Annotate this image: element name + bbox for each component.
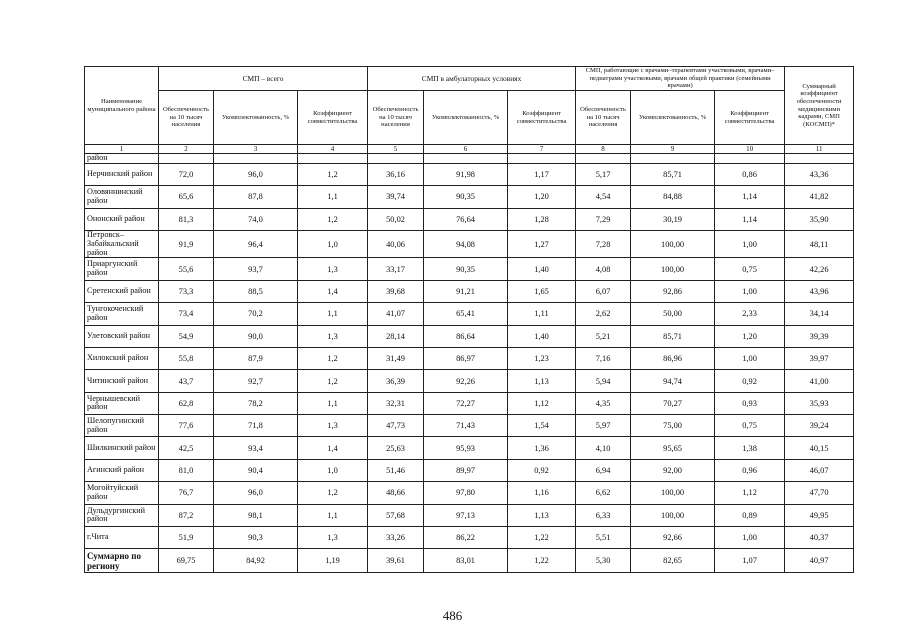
cell-value: 90,35 xyxy=(424,258,508,280)
cell-value: 100,00 xyxy=(631,504,715,526)
cell-value: 39,74 xyxy=(368,186,424,208)
district-name: Улетовский район xyxy=(85,325,159,347)
cell-value: 33,26 xyxy=(368,527,424,549)
cell-value: 1,3 xyxy=(298,258,368,280)
cell-value: 1,4 xyxy=(298,280,368,302)
district-name: Шелопугинский район xyxy=(85,415,159,437)
cell-value: 1,0 xyxy=(298,459,368,481)
cell-value: 57,68 xyxy=(368,504,424,526)
cell-value: 5,21 xyxy=(576,325,631,347)
table-row xyxy=(85,437,854,459)
cell-value: 81,3 xyxy=(159,208,214,230)
cell-value: 86,64 xyxy=(424,325,508,347)
cell-value: 1,1 xyxy=(298,392,368,414)
cell-value: 40,15 xyxy=(785,437,854,459)
table-row xyxy=(85,527,854,549)
cell-value: 43,7 xyxy=(159,370,214,392)
table-row xyxy=(85,208,854,230)
cell-value: 2,62 xyxy=(576,303,631,325)
subheader-provision: Обеспеченность на 10 тысяч населения xyxy=(576,91,631,145)
cell-value: 91,21 xyxy=(424,280,508,302)
cell-value: 41,00 xyxy=(785,370,854,392)
cell-value: 0,92 xyxy=(508,459,576,481)
cell-value: 5,94 xyxy=(576,370,631,392)
cell-value: 0,89 xyxy=(715,504,785,526)
subheader-staffing: Укомплектованность, % xyxy=(214,91,298,145)
cell-value: 7,16 xyxy=(576,347,631,369)
cell-value: 48,66 xyxy=(368,482,424,504)
cell-value: 1,12 xyxy=(715,482,785,504)
column-number: 6 xyxy=(424,145,508,154)
cell-value: 5,51 xyxy=(576,527,631,549)
cell-value: 0,75 xyxy=(715,415,785,437)
cell-value: 35,93 xyxy=(785,392,854,414)
cell-value: 92,86 xyxy=(631,280,715,302)
cell-value: 39,97 xyxy=(785,347,854,369)
cell-value: 1,40 xyxy=(508,258,576,280)
cell-value: 1,13 xyxy=(508,504,576,526)
cell-value: 39,39 xyxy=(785,325,854,347)
subheader-staffing: Укомплектованность, % xyxy=(424,91,508,145)
table-row xyxy=(85,347,854,369)
cell-value: 30,19 xyxy=(631,208,715,230)
cell-value: 40,37 xyxy=(785,527,854,549)
cell-value: 50,00 xyxy=(631,303,715,325)
cell-value: 1,13 xyxy=(508,370,576,392)
cell-value: 43,36 xyxy=(785,163,854,185)
cell-value: 7,28 xyxy=(576,230,631,257)
cell-value: 1,14 xyxy=(715,208,785,230)
table-row xyxy=(85,325,854,347)
cell-value: 39,61 xyxy=(368,549,424,573)
cell-value: 86,22 xyxy=(424,527,508,549)
cell-value: 51,46 xyxy=(368,459,424,481)
cell-value: 54,9 xyxy=(159,325,214,347)
district-name: Дульдургинский район xyxy=(85,504,159,526)
column-number: 1 xyxy=(85,145,159,154)
cell-value: 4,35 xyxy=(576,392,631,414)
column-number: 4 xyxy=(298,145,368,154)
cell-value: 1,00 xyxy=(715,280,785,302)
cell-value: 1,22 xyxy=(508,549,576,573)
cell-value: 1,16 xyxy=(508,482,576,504)
subheader-staffing: Укомплектованность, % xyxy=(631,91,715,145)
column-number: 5 xyxy=(368,145,424,154)
cell-value: 90,4 xyxy=(214,459,298,481)
cell-value: 25,63 xyxy=(368,437,424,459)
cell-value: 1,28 xyxy=(508,208,576,230)
cell-value: 1,4 xyxy=(298,437,368,459)
cell-value: 98,1 xyxy=(214,504,298,526)
cell-value: 1,11 xyxy=(508,303,576,325)
cell-value: 92,7 xyxy=(214,370,298,392)
cell-value: 69,75 xyxy=(159,549,214,573)
cell-value: 39,68 xyxy=(368,280,424,302)
cell-value: 87,8 xyxy=(214,186,298,208)
cell-value: 1,36 xyxy=(508,437,576,459)
cell-value: 91,9 xyxy=(159,230,214,257)
cell-value: 1,2 xyxy=(298,163,368,185)
cell-value: 84,92 xyxy=(214,549,298,573)
subheader-combination: Коэффициент совместительства xyxy=(298,91,368,145)
cell-value: 78,2 xyxy=(214,392,298,414)
cell-value: 1,40 xyxy=(508,325,576,347)
cell-value: 95,65 xyxy=(631,437,715,459)
cell-value: 39,24 xyxy=(785,415,854,437)
cell-value: 95,93 xyxy=(424,437,508,459)
cell-value: 34,14 xyxy=(785,303,854,325)
cell-value: 72,0 xyxy=(159,163,214,185)
cell-value: 1,1 xyxy=(298,186,368,208)
column-number: 10 xyxy=(715,145,785,154)
regional-staffing-table xyxy=(84,66,854,573)
cell-value: 36,16 xyxy=(368,163,424,185)
continuation-row xyxy=(85,154,854,164)
cell-value: 62,8 xyxy=(159,392,214,414)
table-row xyxy=(85,370,854,392)
cell-value: 76,7 xyxy=(159,482,214,504)
cell-value: 1,0 xyxy=(298,230,368,257)
column-number: 9 xyxy=(631,145,715,154)
district-name: Читинский район xyxy=(85,370,159,392)
column-number: 8 xyxy=(576,145,631,154)
cell-value: 55,8 xyxy=(159,347,214,369)
cell-value: 1,17 xyxy=(508,163,576,185)
cell-value: 71,8 xyxy=(214,415,298,437)
table-row xyxy=(85,258,854,280)
subheader-provision: Обеспеченность на 10 тысяч населения xyxy=(159,91,214,145)
district-name: Шилкинский район xyxy=(85,437,159,459)
column-number: 7 xyxy=(508,145,576,154)
cell-value: 40,97 xyxy=(785,549,854,573)
cell-value: 1,2 xyxy=(298,347,368,369)
cell-value: 90,35 xyxy=(424,186,508,208)
total-label: Суммарно по региону xyxy=(85,549,159,573)
cell-value: 1,3 xyxy=(298,527,368,549)
cell-value: 87,2 xyxy=(159,504,214,526)
cell-value: 42,26 xyxy=(785,258,854,280)
cell-value: 94,08 xyxy=(424,230,508,257)
cell-value: 55,6 xyxy=(159,258,214,280)
cell-value: 46,07 xyxy=(785,459,854,481)
cell-value: 82,65 xyxy=(631,549,715,573)
cell-value: 6,33 xyxy=(576,504,631,526)
cell-value: 87,9 xyxy=(214,347,298,369)
cell-value: 92,66 xyxy=(631,527,715,549)
cell-value: 5,30 xyxy=(576,549,631,573)
header-district: Наименование муниципального района xyxy=(85,67,159,145)
cell-value: 4,08 xyxy=(576,258,631,280)
cell-value: 83,01 xyxy=(424,549,508,573)
cell-value: 97,80 xyxy=(424,482,508,504)
cell-value: 84,88 xyxy=(631,186,715,208)
cell-value: 1,54 xyxy=(508,415,576,437)
page-number: 486 xyxy=(442,608,463,623)
cell-value: 36,39 xyxy=(368,370,424,392)
column-number: 11 xyxy=(785,145,854,154)
cell-value: 85,71 xyxy=(631,163,715,185)
table-row xyxy=(85,415,854,437)
total-row xyxy=(85,549,854,573)
cell-value: 1,1 xyxy=(298,303,368,325)
cell-value: 71,43 xyxy=(424,415,508,437)
district-name: г.Чита xyxy=(85,527,159,549)
district-name: Хилокский район xyxy=(85,347,159,369)
cell-value: 100,00 xyxy=(631,482,715,504)
cell-value: 7,29 xyxy=(576,208,631,230)
table-row xyxy=(85,482,854,504)
cell-value: 1,19 xyxy=(298,549,368,573)
cell-value: 49,95 xyxy=(785,504,854,526)
cell-value: 6,07 xyxy=(576,280,631,302)
cell-value: 92,26 xyxy=(424,370,508,392)
cell-value: 1,22 xyxy=(508,527,576,549)
cell-value: 43,96 xyxy=(785,280,854,302)
cell-value: 96,0 xyxy=(214,482,298,504)
cell-value: 0,86 xyxy=(715,163,785,185)
cell-value: 28,14 xyxy=(368,325,424,347)
cell-value: 1,27 xyxy=(508,230,576,257)
cell-value: 86,97 xyxy=(424,347,508,369)
cell-value: 1,14 xyxy=(715,186,785,208)
header-group-gp: СМП, работающие с врачами–терапевтами участковыми, врачами–педиатрами участковыми, врачами общей практики (семейными врачами) xyxy=(576,67,785,91)
cell-value: 89,97 xyxy=(424,459,508,481)
cell-value: 41,82 xyxy=(785,186,854,208)
cell-value: 93,7 xyxy=(214,258,298,280)
continuation-label: район xyxy=(85,154,159,164)
district-name: Оловяннинский район xyxy=(85,186,159,208)
cell-value: 1,12 xyxy=(508,392,576,414)
district-name: Могойтуйский район xyxy=(85,482,159,504)
cell-value: 77,6 xyxy=(159,415,214,437)
district-name: Приаргунский район xyxy=(85,258,159,280)
cell-value: 1,00 xyxy=(715,527,785,549)
column-number: 3 xyxy=(214,145,298,154)
cell-value: 5,17 xyxy=(576,163,631,185)
table-row xyxy=(85,230,854,257)
subheader-provision: Обеспеченность на 10 тысяч населения xyxy=(368,91,424,145)
cell-value: 81,0 xyxy=(159,459,214,481)
district-name: Чернышевский район xyxy=(85,392,159,414)
cell-value: 93,4 xyxy=(214,437,298,459)
cell-value: 65,6 xyxy=(159,186,214,208)
column-number: 2 xyxy=(159,145,214,154)
cell-value: 35,90 xyxy=(785,208,854,230)
cell-value: 97,13 xyxy=(424,504,508,526)
cell-value: 6,94 xyxy=(576,459,631,481)
cell-value: 50,02 xyxy=(368,208,424,230)
cell-value: 1,23 xyxy=(508,347,576,369)
district-name: Тунгокоченский район xyxy=(85,303,159,325)
cell-value: 73,3 xyxy=(159,280,214,302)
table-row xyxy=(85,186,854,208)
table-row xyxy=(85,459,854,481)
district-name: Сретенский район xyxy=(85,280,159,302)
cell-value: 1,00 xyxy=(715,347,785,369)
cell-value: 0,93 xyxy=(715,392,785,414)
cell-value: 85,71 xyxy=(631,325,715,347)
cell-value: 72,27 xyxy=(424,392,508,414)
cell-value: 4,10 xyxy=(576,437,631,459)
subheader-combination: Коэффициент совместительства xyxy=(715,91,785,145)
table-row xyxy=(85,303,854,325)
cell-value: 0,75 xyxy=(715,258,785,280)
cell-value: 2,33 xyxy=(715,303,785,325)
cell-value: 1,20 xyxy=(508,186,576,208)
cell-value: 1,20 xyxy=(715,325,785,347)
cell-value: 76,64 xyxy=(424,208,508,230)
cell-value: 96,4 xyxy=(214,230,298,257)
cell-value: 4,54 xyxy=(576,186,631,208)
cell-value: 6,62 xyxy=(576,482,631,504)
cell-value: 70,27 xyxy=(631,392,715,414)
cell-value: 31,49 xyxy=(368,347,424,369)
header-group-ambulatory: СМП в амбулаторных условиях xyxy=(368,67,576,91)
cell-value: 40,06 xyxy=(368,230,424,257)
header-group-total: СМП – всего xyxy=(159,67,368,91)
cell-value: 32,31 xyxy=(368,392,424,414)
cell-value: 75,00 xyxy=(631,415,715,437)
cell-value: 94,74 xyxy=(631,370,715,392)
cell-value: 1,2 xyxy=(298,208,368,230)
column-number-row xyxy=(85,145,854,154)
cell-value: 47,73 xyxy=(368,415,424,437)
district-name: Ононский район xyxy=(85,208,159,230)
cell-value: 51,9 xyxy=(159,527,214,549)
cell-value: 1,00 xyxy=(715,230,785,257)
cell-value: 100,00 xyxy=(631,258,715,280)
cell-value: 65,41 xyxy=(424,303,508,325)
cell-value: 1,38 xyxy=(715,437,785,459)
cell-value: 41,07 xyxy=(368,303,424,325)
district-name: Агинский район xyxy=(85,459,159,481)
cell-value: 91,98 xyxy=(424,163,508,185)
cell-value: 48,11 xyxy=(785,230,854,257)
cell-value: 1,1 xyxy=(298,504,368,526)
cell-value: 1,65 xyxy=(508,280,576,302)
cell-value: 92,00 xyxy=(631,459,715,481)
cell-value: 47,70 xyxy=(785,482,854,504)
cell-value: 42,5 xyxy=(159,437,214,459)
cell-value: 96,0 xyxy=(214,163,298,185)
cell-value: 5,97 xyxy=(576,415,631,437)
cell-value: 86,96 xyxy=(631,347,715,369)
cell-value: 33,17 xyxy=(368,258,424,280)
cell-value: 73,4 xyxy=(159,303,214,325)
cell-value: 1,07 xyxy=(715,549,785,573)
cell-value: 90,3 xyxy=(214,527,298,549)
cell-value: 1,3 xyxy=(298,415,368,437)
table-row xyxy=(85,392,854,414)
cell-value: 1,2 xyxy=(298,482,368,504)
table-row xyxy=(85,163,854,185)
cell-value: 90,0 xyxy=(214,325,298,347)
header-summary: Суммарный коэффициент обеспеченности медицинскими кадрами, СМП (КОСМП)* xyxy=(785,67,854,145)
subheader-combination: Коэффициент совместительства xyxy=(508,91,576,145)
table-row xyxy=(85,280,854,302)
cell-value: 0,96 xyxy=(715,459,785,481)
cell-value: 70,2 xyxy=(214,303,298,325)
cell-value: 74,0 xyxy=(214,208,298,230)
table-row xyxy=(85,504,854,526)
cell-value: 1,2 xyxy=(298,370,368,392)
cell-value: 100,00 xyxy=(631,230,715,257)
district-name: Петровск–Забайкальский район xyxy=(85,230,159,257)
cell-value: 0,92 xyxy=(715,370,785,392)
cell-value: 88,5 xyxy=(214,280,298,302)
district-name: Нерчинский район xyxy=(85,163,159,185)
cell-value: 1,3 xyxy=(298,325,368,347)
